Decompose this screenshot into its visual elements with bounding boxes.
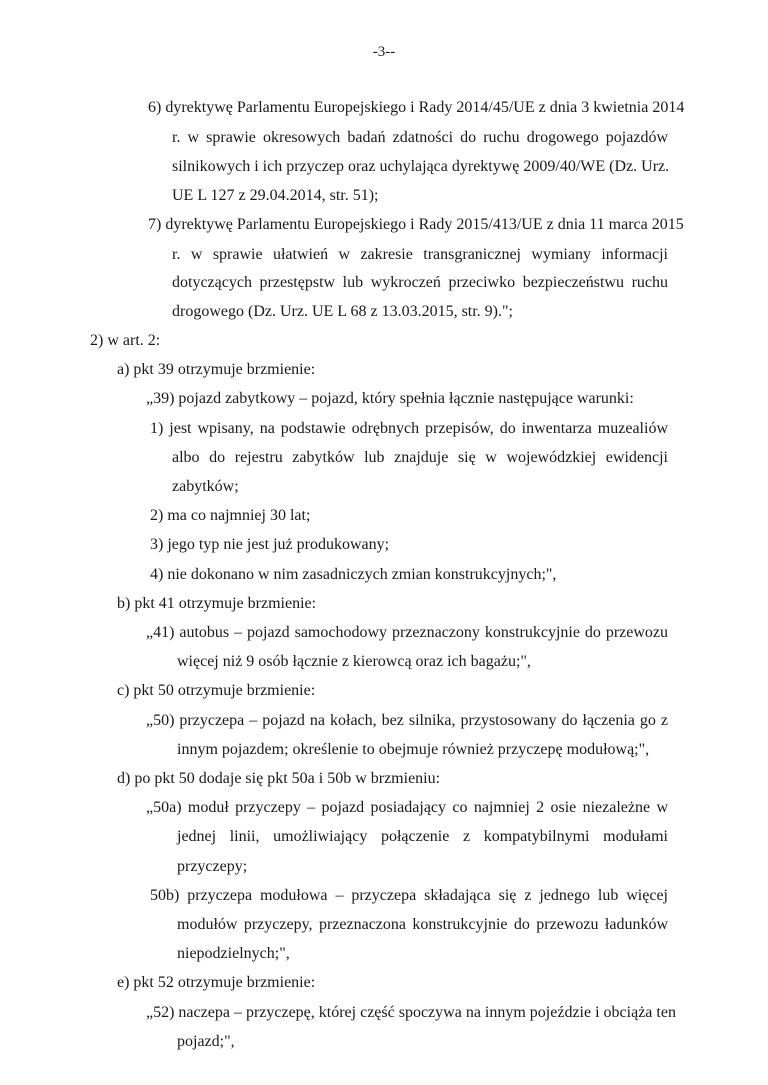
text-line: 6) dyrektywę Parlamentu Europejskiego i Rady 2014/45/UE z dnia 3 kwietnia 2014 xyxy=(148,99,685,116)
text-line: więcej niż 9 osób łącznie z kierowcą oraz ich bagażu;", xyxy=(177,653,531,670)
text-line: 2) w art. 2: xyxy=(90,332,161,349)
text-line: „50) przyczepa – pojazd na kołach, bez silnika, przystosowany do łączenia go z xyxy=(146,712,668,729)
text-line: jednej linii, umożliwiający połączenie z kompatybilnymi modułami xyxy=(177,828,668,845)
text-line: 3) jego typ nie jest już produkowany; xyxy=(150,536,390,553)
text-line: d) po pkt 50 dodaje się pkt 50a i 50b w brzmieniu: xyxy=(117,770,441,787)
text-line: modułów przyczepy, przeznaczona konstrukcyjnie do przewozu ładunków xyxy=(177,916,668,933)
text-line: 4) nie dokonano w nim zasadniczych zmian konstrukcyjnych;", xyxy=(150,566,557,583)
text-line: 7) dyrektywę Parlamentu Europejskiego i Rady 2015/413/UE z dnia 11 marca 2015 xyxy=(148,216,684,233)
text-line: UE L 127 z 29.04.2014, str. 51); xyxy=(172,187,379,204)
text-line: r. w sprawie okresowych badań zdatności do ruchu drogowego pojazdów xyxy=(172,129,668,146)
text-line: r. w sprawie ułatwień w zakresie transgranicznej wymiany informacji xyxy=(172,246,668,263)
text-line: 2) ma co najmniej 30 lat; xyxy=(150,507,311,524)
text-line: silnikowych i ich przyczep oraz uchylająca dyrektywę 2009/40/WE (Dz. Urz. xyxy=(172,158,670,175)
text-line: „39) pojazd zabytkowy – pojazd, który spełnia łącznie następujące warunki: xyxy=(146,390,634,407)
text-line: e) pkt 52 otrzymuje brzmienie: xyxy=(117,974,316,991)
text-line: „41) autobus – pojazd samochodowy przeznaczony konstrukcyjnie do przewozu xyxy=(146,624,668,641)
text-line: „52) naczepa – przyczepę, której część spoczywa na innym pojeździe i obciąża ten xyxy=(146,1004,676,1021)
text-line: 50b) przyczepa modułowa – przyczepa składająca się z jednego lub więcej xyxy=(150,887,668,904)
text-line: „50a) moduł przyczepy – pojazd posiadający co najmniej 2 osie niezależne w xyxy=(146,799,668,816)
text-line: zabytków; xyxy=(172,478,239,495)
text-line: c) pkt 50 otrzymuje brzmienie: xyxy=(117,682,316,699)
text-line: a) pkt 39 otrzymuje brzmienie: xyxy=(117,361,316,378)
text-line: niepodzielnych;", xyxy=(177,945,290,962)
text-line: pojazd;", xyxy=(177,1033,235,1050)
text-line: dotyczących przestępstw lub wykroczeń przeciwko bezpieczeństwu ruchu xyxy=(172,274,668,291)
text-line: innym pojazdem; określenie to obejmuje również przyczepę modułową;", xyxy=(177,741,650,758)
text-line: przyczepy; xyxy=(177,858,248,875)
text-line: albo do rejestru zabytków lub znajduje się w wojewódzkiej ewidencji xyxy=(172,449,668,466)
page-number: -3-- xyxy=(372,44,396,60)
text-line: 1) jest wpisany, na podstawie odrębnych przepisów, do inwentarza muzealiów xyxy=(150,420,668,437)
text-line: b) pkt 41 otrzymuje brzmienie: xyxy=(117,595,317,612)
text-line: drogowego (Dz. Urz. UE L 68 z 13.03.2015, str. 9)."; xyxy=(172,303,513,320)
